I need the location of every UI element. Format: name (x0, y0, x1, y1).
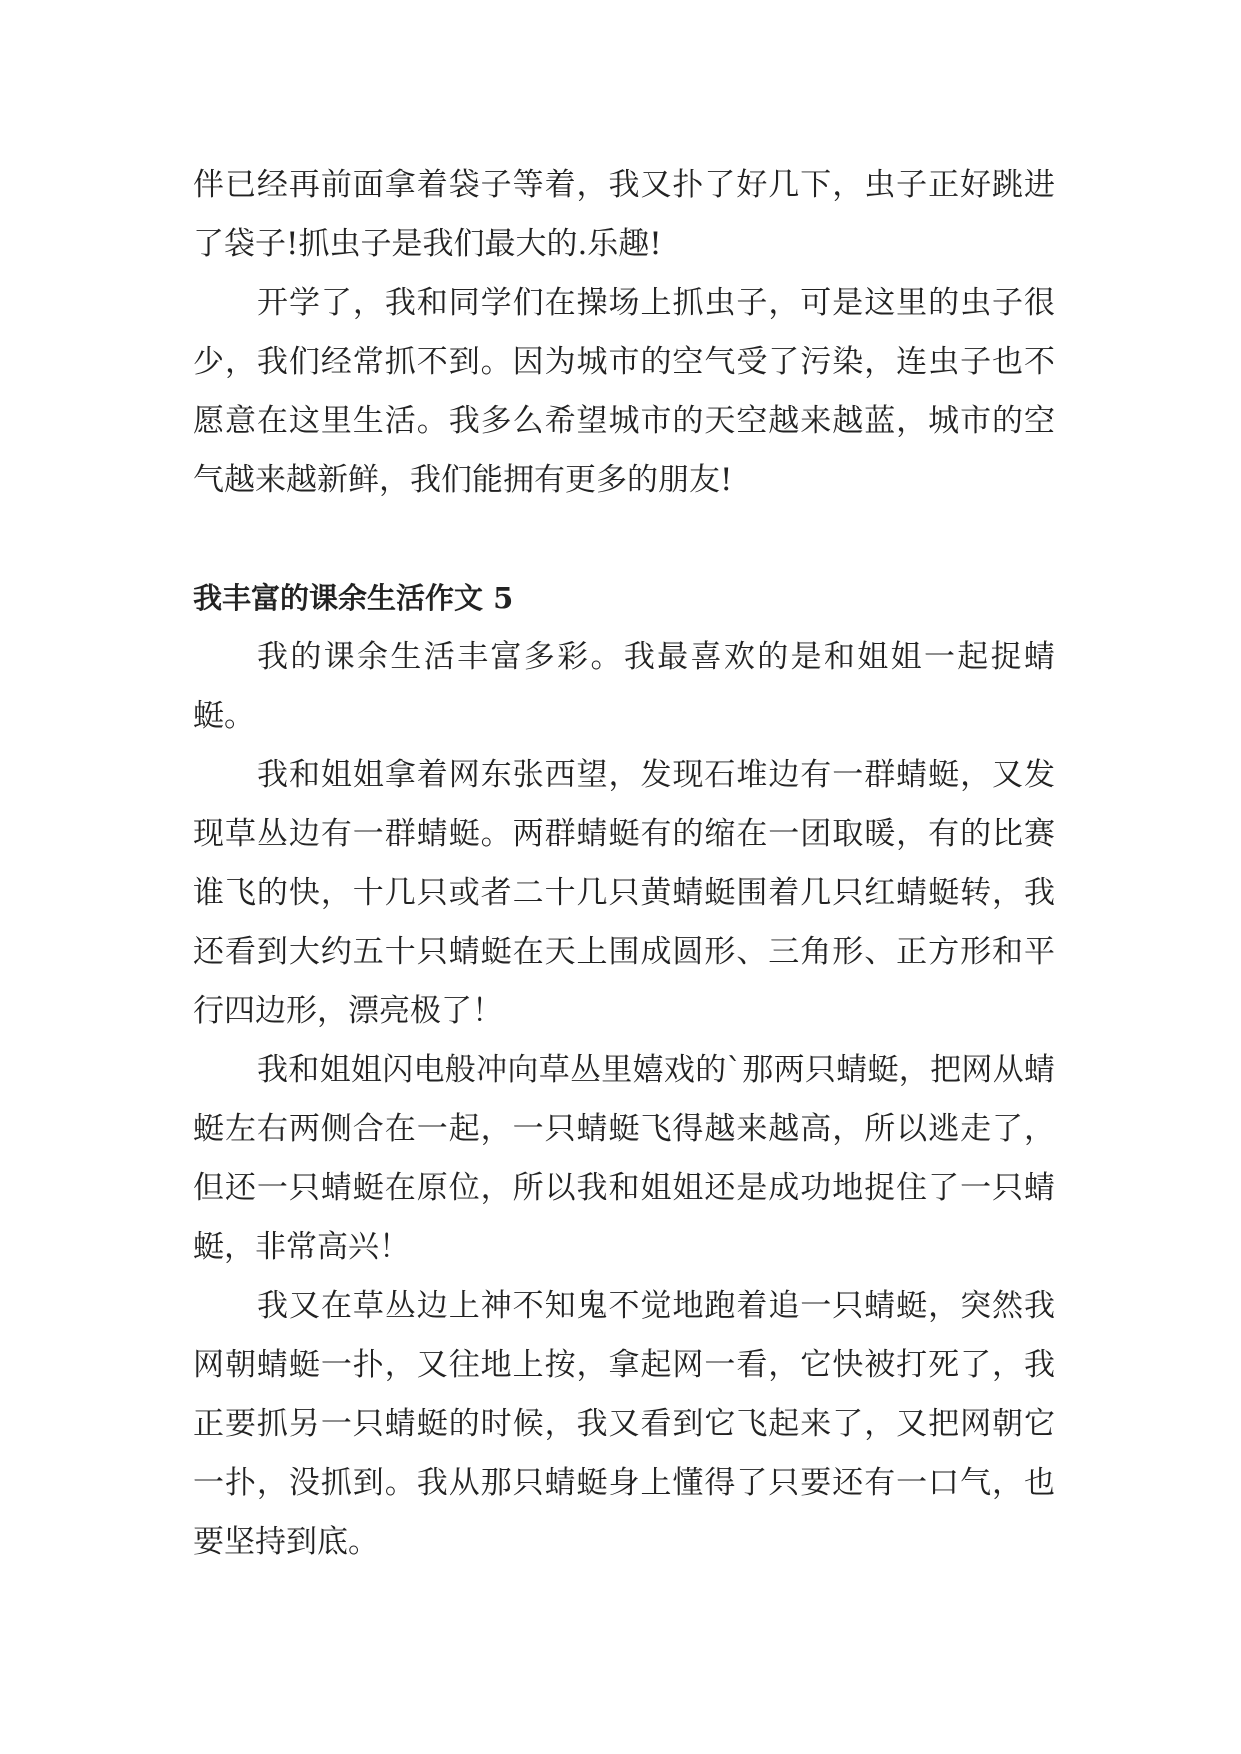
section-gap (193, 510, 1055, 569)
paragraph-dragonfly-groups: 我和姐姐拿着网东张西望，发现石堆边有一群蜻蜓，又发现草丛边有一群蜻蜓。两群蜻蜓有的缩在一团取暖，有的比赛谁飞的快，十几只或者二十几只黄蜻蜓围着几只红蜻蜓转，我还看到大约五十只蜻蜓在天上围成圆形、三角形、正方形和平行四边形，漂亮极了！ (193, 757, 1055, 1029)
paragraph-persistence: 我又在草丛边上神不知鬼不觉地跑着追一只蜻蜓，突然我网朝蜻蜓一扑，又往地上按，拿起网一看，它快被打死了，我正要抓另一只蜻蜓的时候，我又看到它飞起来了，又把网朝它一扑，没抓到。我从那只蜻蜓身上懂得了只要还有一口气，也要坚持到底。 (193, 1288, 1055, 1560)
essay-title: 我丰富的课余生活作文 5 (193, 581, 514, 615)
paragraph-school-insects: 开学了，我和同学们在操场上抓虫子，可是这里的虫子很少，我们经常抓不到。因为城市的空气受了污染，连虫子也不愿意在这里生活。我多么希望城市的天空越来越蓝，城市的空气越来越新鲜，我们能拥有更多的朋友! (193, 285, 1055, 498)
paragraph-intro: 我的课余生活丰富多彩。我最喜欢的是和姐姐一起捉蜻蜓。 (193, 639, 1055, 734)
document-body (193, 156, 1055, 1572)
paragraph-catching: 我和姐姐闪电般冲向草丛里嬉戏的`那两只蜻蜓，把网从蜻蜓左右两侧合在一起，一只蜻蜓飞得越来越高，所以逃走了，但还一只蜻蜓在原位，所以我和姐姐还是成功地捉住了一只蜻蜓，非常高兴！ (193, 1052, 1055, 1265)
paragraph-continued: 伴已经再前面拿着袋子等着，我又扑了好几下，虫子正好跳进了袋子!抓虫子是我们最大的.乐趣! (193, 167, 1055, 262)
